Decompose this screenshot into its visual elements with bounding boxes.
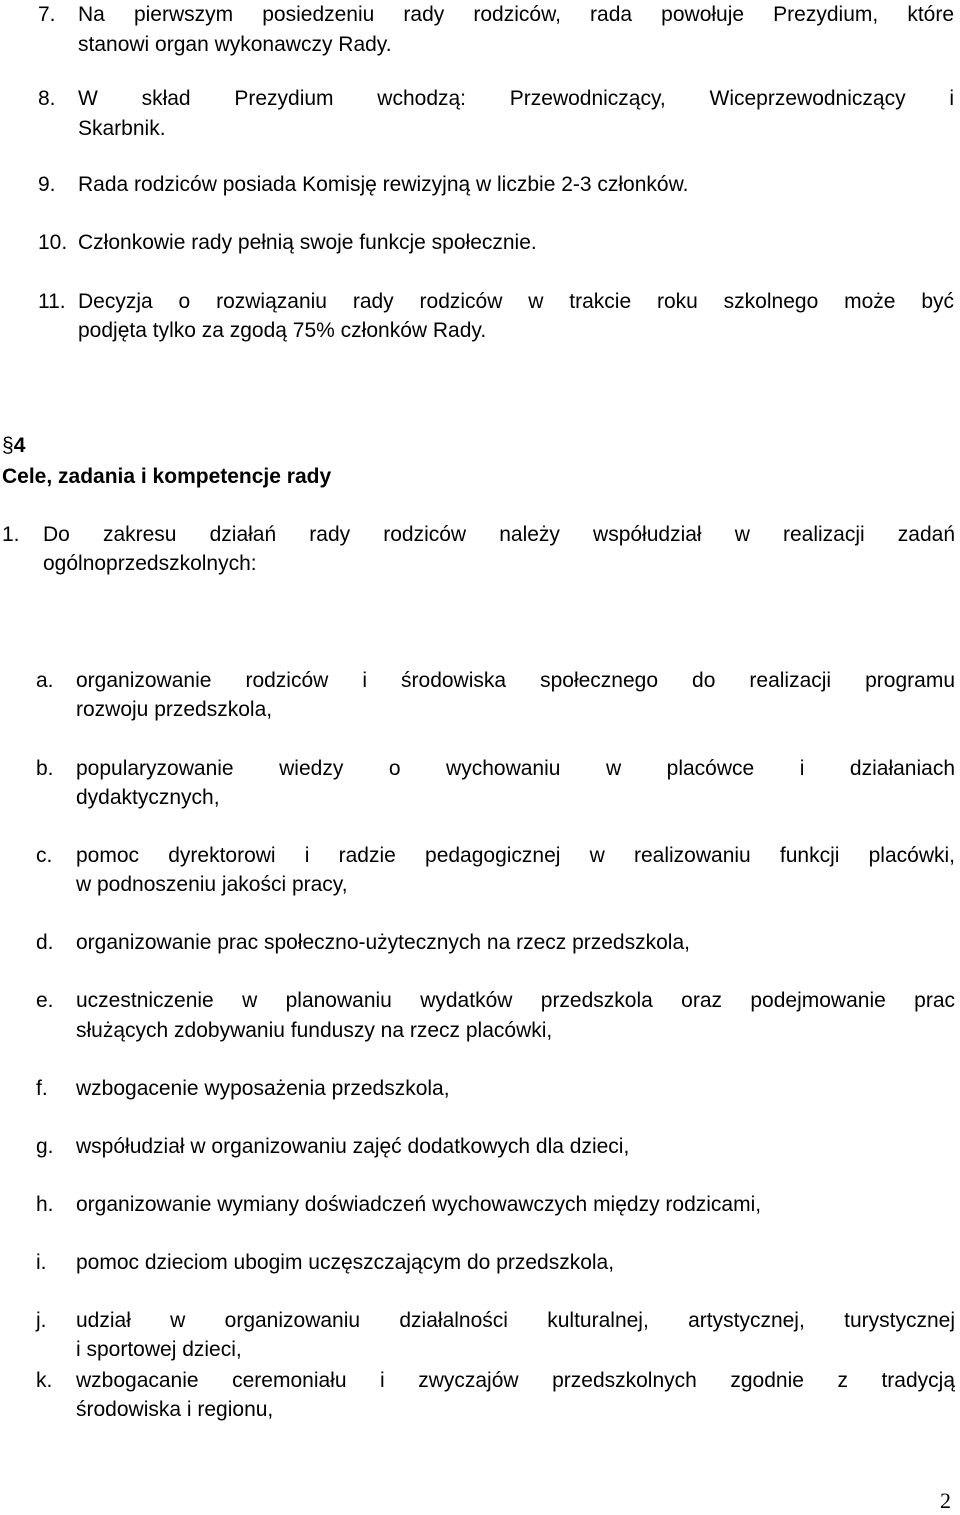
subitem-i-text: pomoc dzieciom ubogim uczęszczającym do przedszkola, (76, 1251, 615, 1274)
subitem-c-line2: w podnoszeniu jakości pracy, (76, 873, 348, 896)
subitem-k-line2: środowiska i regionu, (76, 1398, 274, 1421)
subitem-e-letter: e. (36, 989, 54, 1012)
subitem-j-line2: i sportowej dzieci, (76, 1338, 242, 1361)
subitem-a-line1: organizowanie rodziców i środowiska społecznego do realizacji programu (76, 669, 955, 692)
item-8-text-line1: W skład Prezydium wchodzą: Przewodniczący, Wiceprzewodniczący i (78, 87, 954, 110)
subitem-i-letter: i. (36, 1251, 47, 1274)
item-9-text: Rada rodziców posiada Komisję rewizyjną w liczbie 2-3 członków. (78, 173, 689, 196)
item-7-number: 7. (38, 3, 56, 26)
subitem-c-letter: c. (36, 844, 53, 867)
subitem-f-letter: f. (36, 1077, 48, 1100)
item-10-text: Członkowie rady pełnią swoje funkcje społecznie. (78, 231, 537, 254)
subitem-k-line1: wzbogacanie ceremoniału i zwyczajów przedszkolnych zgodnie z tradycją (76, 1369, 955, 1392)
subitem-b-letter: b. (36, 757, 54, 780)
subitem-j-letter: j. (36, 1309, 47, 1332)
item-8-number: 8. (38, 87, 56, 110)
point-1-text-line1: Do zakresu działań rady rodziców należy współudział w realizacji zadań (43, 523, 955, 546)
subitem-b-line1: popularyzowanie wiedzy o wychowaniu w placówce i działaniach (76, 757, 955, 780)
section-title: Cele, zadania i kompetencje rady (2, 465, 332, 488)
subitem-g-letter: g. (36, 1135, 54, 1158)
subitem-d-text: organizowanie prac społeczno-użytecznych na rzecz przedszkola, (76, 931, 690, 954)
item-11-text-line2: podjęta tylko za zgodą 75% członków Rady. (78, 319, 487, 342)
item-8-text-line2: Skarbnik. (78, 117, 166, 140)
subitem-e-line1: uczestniczenie w planowaniu wydatków przedszkola oraz podejmowanie prac (76, 989, 955, 1012)
section-number (2, 431, 25, 460)
point-1-number: 1. (2, 523, 20, 546)
section-symbol: § (2, 434, 14, 457)
point-1-text-line2: ogólnoprzedszkolnych: (43, 552, 257, 575)
subitem-k-letter: k. (36, 1369, 53, 1392)
item-9-number: 9. (38, 173, 56, 196)
item-7-text-line1: Na pierwszym posiedzeniu rady rodziców, rada powołuje Prezydium, które (78, 3, 954, 26)
subitem-d-letter: d. (36, 931, 54, 954)
subitem-f-text: wzbogacenie wyposażenia przedszkola, (76, 1077, 450, 1100)
subitem-e-line2: służących zdobywaniu funduszy na rzecz placówki, (76, 1019, 553, 1042)
page-number: 2 (940, 1488, 951, 1513)
subitem-j-line1: udział w organizowaniu działalności kulturalnej, artystycznej, turystycznej (76, 1309, 955, 1332)
item-10-number: 10. (38, 231, 68, 254)
subitem-a-line2: rozwoju przedszkola, (76, 698, 273, 721)
subitem-h-letter: h. (36, 1193, 54, 1216)
item-11-text-line1: Decyzja o rozwiązaniu rady rodziców w trakcie roku szkolnego może być (78, 290, 954, 313)
subitem-b-line2: dydaktycznych, (76, 786, 220, 809)
subitem-a-letter: a. (36, 669, 54, 692)
subitem-c-line1: pomoc dyrektorowi i radzie pedagogicznej w realizowaniu funkcji placówki, (76, 844, 955, 867)
item-11-number: 11. (38, 290, 66, 313)
item-7-text-line2: stanowi organ wykonawczy Rady. (78, 33, 392, 56)
section-number-value: 4 (13, 434, 26, 457)
subitem-h-text: organizowanie wymiany doświadczeń wychowawczych między rodzicami, (76, 1193, 762, 1216)
subitem-g-text: współudział w organizowaniu zajęć dodatkowych dla dzieci, (76, 1135, 630, 1158)
